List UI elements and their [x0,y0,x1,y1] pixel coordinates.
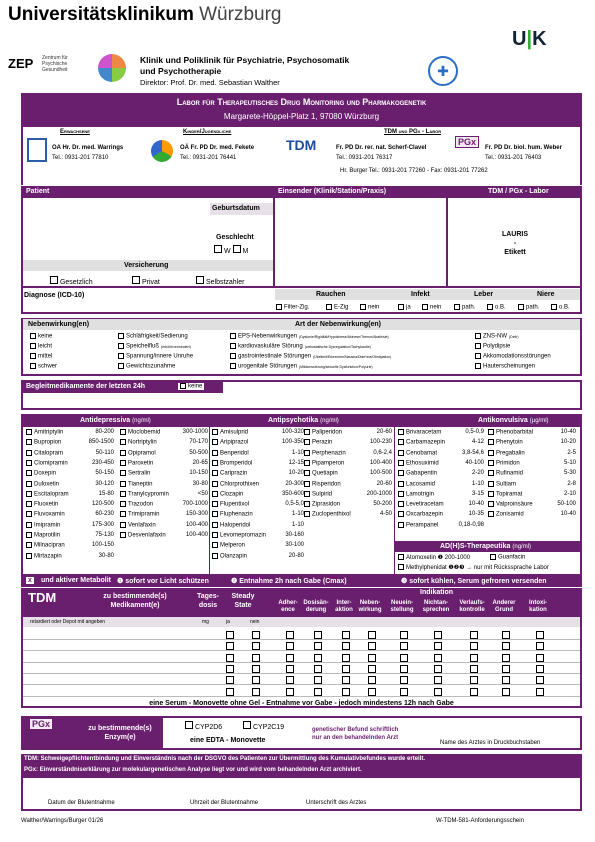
drug-gabapentin[interactable]: Gabapentin 2-20 [398,470,484,477]
contact-child-name: OÄ Fr. PD Dr. med. Fekete [180,145,255,151]
drug-valproinsäure[interactable]: Valproinsäure 50-100 [488,501,576,508]
ukw-logo: U|K [512,28,547,50]
side-effect-item[interactable]: urogenitale Störungen (Miktionsstörung/sexuelle Dysfunktion/Polyurie) [230,363,373,370]
request-checkbox[interactable] [252,676,260,684]
request-row-line [23,650,580,651]
hospital-title: Universitätsklinikum Würzburg [8,4,282,25]
request-checkbox[interactable] [502,665,510,673]
cyp2c19-checkbox[interactable]: CYP2C19 [243,721,284,731]
contact-child-head: Kinder/Jugendliche [183,129,232,135]
indication-col-head: Anderer Grund [492,600,516,613]
drug-perphenazin[interactable]: Perphenazin 0,6-2,4 [304,450,392,457]
request-checkbox[interactable] [368,642,376,650]
drug-cariprazin[interactable]: Cariprazin 10-20 [212,470,304,477]
indication-col-head: Nichtan- sprechen [422,600,450,613]
drug-cenobamat[interactable]: Cenobamat 3,8-54,6 [398,450,484,457]
request-checkbox[interactable] [342,631,350,639]
request-checkbox[interactable] [502,676,510,684]
kidney-label: Niere [537,291,555,298]
request-checkbox[interactable] [368,676,376,684]
request-checkbox[interactable] [252,665,260,673]
drug-atomoxetin[interactable]: Atomoxetin ❶ 200-1000 [398,554,470,561]
drug-bromperidol[interactable]: Bromperidol 12-15 [212,460,304,467]
request-checkbox[interactable] [286,654,294,662]
drug-phenobarbital[interactable]: Phenobarbital 10-40 [488,429,576,436]
drug-opipramol[interactable]: Opipramol 50-500 [120,450,208,457]
liver-ob[interactable]: o.B. [487,304,506,311]
contact-adult-head: Erwachsene [60,129,90,135]
drug-methylphenidat[interactable]: Methylphenidat ❶❷❸ → nur mit Rückssprache Labor [398,564,549,571]
insurance-statutory[interactable]: Gesetzlich [50,276,93,286]
infect-label: Infekt [411,291,430,298]
request-checkbox[interactable] [286,631,294,639]
drug-levomepromazin[interactable]: Levomepromazin 30-160 [212,532,304,539]
drug-mirtazapin[interactable]: Mirtazapin 30-80 [26,553,114,560]
drug-ethosuximid[interactable]: Ethosuximid 40-100 [398,460,484,467]
smoke-no[interactable]: nein [360,304,379,311]
drug-sertralin[interactable]: Sertralin 10-150 [120,470,208,477]
director: Direktor: Prof. Dr. med. Sebastian Walther [140,78,280,87]
request-checkbox[interactable] [470,642,478,650]
indication-head: Indikation [420,589,454,596]
request-checkbox[interactable] [502,688,510,696]
drug-clomipramin[interactable]: Clomipramin 230-450 [26,460,114,467]
side-effect-item[interactable]: schwer [30,363,57,370]
pgx-head: zu bestimmende(s) Enzym(e) [88,725,152,741]
request-checkbox[interactable] [226,688,234,696]
drug-pregabalin[interactable]: Pregabalin 2-5 [488,450,576,457]
sender-label: Einsender (Klinik/Station/Praxis) [278,188,387,195]
drug-citalopram[interactable]: Citalopram 50-110 [26,450,114,457]
request-checkbox[interactable] [314,654,322,662]
steady-head: Steady State [231,593,255,609]
request-checkbox[interactable] [286,665,294,673]
drug-tianeptin[interactable]: Tianeptin 30-80 [120,481,208,488]
request-checkbox[interactable] [368,665,376,673]
side-effect-item[interactable]: Polydipsie [475,343,512,350]
comed-label: Begleitmedikamente der letzten 24h [26,383,146,390]
request-checkbox[interactable] [226,665,234,673]
contact-burger: Hr. Burger Tel.: 0931-201 77260 - Fax: 0931-201 77262 [340,168,488,174]
zep-subtitle: Zentrum für Psychische Gesundheit [42,55,68,73]
kidney-ob[interactable]: o.B. [551,304,570,311]
contact-child-tel: Tel.: 0931-201 76441 [180,155,237,161]
indication-col-head: Verlaufs- kontrolle [459,600,485,613]
drug-desvenlafaxin[interactable]: Desvenlafaxin 100-400 [120,532,208,539]
drug-trazodon[interactable]: Trazodon 700-1000 [120,501,208,508]
indication-col-head: Neuein- stellung [390,600,414,613]
drug-oxcarbazepin[interactable]: Oxcarbazepin 10-35 [398,511,484,518]
contact-lab-name1: Fr. PD Dr. rer. nat. Scherf-Clavel [336,145,427,151]
request-checkbox[interactable] [536,631,544,639]
indication-col-head: Neben- wirkung [358,600,382,613]
patient-label: Patient [26,188,50,195]
clinic-name: Klinik und Poliklinik für Psychiatrie, Psychosomatik und Psychotherapie [140,55,350,76]
drug-chlorprothixen[interactable]: Chlorprothixen 20-300 [212,481,304,488]
request-row-line [23,673,580,674]
request-checkbox[interactable] [342,676,350,684]
request-checkbox[interactable] [252,654,260,662]
request-checkbox[interactable] [400,631,408,639]
request-checkbox[interactable] [342,642,350,650]
sex-options: W M [214,245,248,255]
request-checkbox[interactable] [314,665,322,673]
request-checkbox[interactable] [226,631,234,639]
indication-col-head: Adher- ence [278,600,298,613]
request-row-line [23,684,580,685]
drug-brivaracetam[interactable]: Brivaracetam 0,5-0,9 [398,429,484,436]
drug-primidon[interactable]: Primidon 5-10 [488,460,576,467]
side-effect-item[interactable]: mittel [30,353,52,360]
drug-risperidon[interactable]: Risperidon 20-60 [304,481,392,488]
request-checkbox[interactable] [536,642,544,650]
side-effect-item[interactable]: Spannung/innere Unruhe [118,353,195,360]
drug-amitriptylin[interactable]: Amitriptylin 80-200 [26,429,114,436]
drug-bupropion[interactable]: Bupropion 850-1500 [26,439,114,446]
insurance-label: Versicherung [124,262,169,269]
contact-lab-name2: Fr. PD Dr. biol. hum. Weber [485,145,562,151]
med-head: zu bestimmende(s) Medikament(e) [103,593,167,609]
ad-head: Antidepressiva (ng/ml) [80,417,151,424]
side-effect-item[interactable]: leicht [30,343,52,350]
drug-zonisamid[interactable]: Zonisamid 10-40 [488,511,576,518]
request-checkbox[interactable] [342,654,350,662]
drug-flupentixol[interactable]: Flupentixol 0,5-5,0 [212,501,304,508]
request-checkbox[interactable] [536,688,544,696]
side-effect-item[interactable]: kardiovaskuläre Störung (orthostatische Dysregulation/Tachykardie) [230,343,371,350]
request-checkbox[interactable] [434,665,442,673]
drug-levetiracetam[interactable]: Levetiracetam 10-40 [398,501,484,508]
mg-unit: mg [202,619,209,625]
blood-time-label: Uhrzeit der Blutentnahme [190,800,259,806]
signature-label: Unterschrift des Arztes [306,800,367,806]
drug-paroxetin[interactable]: Paroxetin 20-65 [120,460,208,467]
request-checkbox[interactable] [314,676,322,684]
drug-guanfacin[interactable]: Guanfacin [490,554,525,561]
request-checkbox[interactable] [368,688,376,696]
drug-fluphenazin[interactable]: Fluphenazin 1-10 [212,511,304,518]
request-checkbox[interactable] [252,688,260,696]
consent-pgx: PGx: Einverständniserklärung zur molekulargenetischen Analyse liegt vor und wird vom behandelnden Arzt archiviert. [24,767,362,773]
drug-ziprasidon[interactable]: Ziprasidon 50-200 [304,501,392,508]
adhs-head: AD(H)S-Therapeutika (ng/ml) [440,543,532,550]
request-checkbox[interactable] [400,688,408,696]
request-checkbox[interactable] [400,676,408,684]
edta-note: eine EDTA - Monovette [190,737,266,744]
request-checkbox[interactable] [226,642,234,650]
request-checkbox[interactable] [314,631,322,639]
request-checkbox[interactable] [502,631,510,639]
drug-doxepin[interactable]: Doxepin 50-150 [26,470,114,477]
drug-rufinamid[interactable]: Rufinamid 5-30 [488,470,576,477]
drug-sulpirid[interactable]: Sulpirid 200-1000 [304,491,392,498]
drug-amisulprid[interactable]: Amisulprid 100-320 [212,429,304,436]
drug-carbamazepin[interactable]: Carbamazepin 4-12 [398,439,484,446]
cyp2d6-checkbox[interactable]: CYP2D6 [185,721,222,731]
smoking-label: Rauchen [316,291,346,298]
drug-tranylcypromin[interactable]: Tranylcypromin <50 [120,491,208,498]
pgx-logo: PGx [455,136,479,148]
request-checkbox[interactable] [434,654,442,662]
smoke-filter[interactable]: Filter-Zig. [276,304,309,311]
side-effect-item[interactable]: gastrointestinale Störungen (Übelkeit/Erbrechen/Nausea/Diarrhoe/Obstipation) [230,353,391,360]
drug-venlafaxin[interactable]: Venlafaxin 100-400 [120,522,208,529]
lauris-label: LAURIS - Etikett [501,231,529,256]
drug-perampanel[interactable]: Perampanel 0,18-0,98 [398,522,484,529]
drug-clozapin[interactable]: Clozapin 350-600 [212,491,304,498]
contact-lab-head: TDM und PGx - Labor [384,129,442,135]
drug-zuclopenthixol[interactable]: Zuclopenthixol 4-50 [304,511,392,518]
side-effect-item[interactable]: Akkomodationsstörungen [475,353,553,360]
request-checkbox[interactable] [368,631,376,639]
drug-maprotilin[interactable]: Maprotilin 75-130 [26,532,114,539]
contact-lab-tel1: Tel.: 0931-201 76317 [336,155,393,161]
request-row-line [23,662,580,663]
blood-date-label: Datum der Blutentnahme [48,800,115,806]
drug-pipamperon[interactable]: Pipamperon 100-400 [304,460,392,467]
retard-note: retardiert oder Depot mit angeben [30,619,106,625]
side-effect-item[interactable]: Gewichtszunahme [118,363,177,370]
drug-imipramin[interactable]: Imipramin 175-300 [26,522,114,529]
request-footer: eine Serum - Monovette ohne Gel - Entnahme vor Gabe - jedoch mindestens 12h nach Gabe [149,700,454,707]
request-checkbox[interactable] [286,676,294,684]
drug-duloxetin[interactable]: Duloxetin 30-120 [26,481,114,488]
request-row-line [23,696,580,697]
side-effects-type: Art der Nebenwirkung(en) [295,321,381,328]
request-checkbox[interactable] [252,631,260,639]
drug-lamotrigin[interactable]: Lamotrigin 3-15 [398,491,484,498]
request-checkbox[interactable] [314,642,322,650]
request-checkbox[interactable] [502,654,510,662]
sex-label: Geschlecht [216,234,254,241]
request-checkbox[interactable] [470,688,478,696]
drug-topiramat[interactable]: Topiramat 2-10 [488,491,576,498]
drug-milnacipran[interactable]: Milnacipran 100-150 [26,542,114,549]
liver-label: Leber [474,291,494,298]
drug-paliperidon[interactable]: Paliperidon 20-60 [304,429,392,436]
request-checkbox[interactable] [470,665,478,673]
request-checkbox[interactable] [252,642,260,650]
lab-address: Margarete-Höppel-Platz 1, 97080 Würzburg [223,112,380,121]
side-effect-item[interactable]: Hauterscheinungen [475,363,537,370]
request-checkbox[interactable] [400,642,408,650]
steady-nein: nein [250,619,260,625]
request-checkbox[interactable] [470,631,478,639]
consent-tdm: TDM: Schweigepflichtentbindung und Einverständnis nach der DSGVO des Patienten zur Übermittlung des Kumulativbefundes wurde erteilt. [24,756,426,762]
drug-fluoxetin[interactable]: Fluoxetin 120-500 [26,501,114,508]
comed-none[interactable]: keine [178,383,204,390]
request-checkbox[interactable] [226,654,234,662]
request-checkbox[interactable] [470,654,478,662]
drug-nortriptylin[interactable]: Nortriptylin 70-170 [120,439,208,446]
liver-path[interactable]: path. [454,304,475,311]
request-checkbox[interactable] [502,642,510,650]
request-checkbox[interactable] [434,688,442,696]
side-effect-item[interactable]: ZNS-NW (Delir) [475,333,519,340]
lab-label: TDM / PGx - Labor [488,188,549,195]
request-checkbox[interactable] [314,688,322,696]
certification-icon: ✚ [428,56,458,86]
request-checkbox[interactable] [342,665,350,673]
request-checkbox[interactable] [536,654,544,662]
drug-moclobemid[interactable]: Moclobemid 300-1000 [120,429,208,436]
request-checkbox[interactable] [342,688,350,696]
indication-col-head: Dosisän- derung [303,600,329,613]
drug-lacosamid[interactable]: Lacosamid 1-10 [398,481,484,488]
footer-left: Walther/Warrings/Burger 01/26 [21,818,104,824]
side-effect-item[interactable]: keine [30,333,52,340]
smoke-ecig[interactable]: E-Zig [326,304,348,311]
request-checkbox[interactable] [434,631,442,639]
infect-yes[interactable]: ja [398,304,411,311]
ap-head: Antipsychotika (ng/ml) [268,417,339,424]
request-checkbox[interactable] [286,642,294,650]
tdm-logo-small: TDM [28,590,57,605]
contact-adult-tel: Tel.: 0931-201 77810 [52,155,109,161]
indication-col-head: Inter- aktion [335,600,353,613]
contact-adult-name: OA Hr. Dr. med. Warrings [52,145,124,151]
infect-no[interactable]: nein [422,304,441,311]
legend-bar: x und aktiver Metabolit ❶ sofort vor Licht schützen ❷ Entnahme 2h nach Gabe (Cmax) ❸ sofort kühlen, Serum gefroren versenden [21,576,582,587]
drug-melperon[interactable]: Melperon 30-100 [212,542,304,549]
indication-col-head: Intoxi- kation [529,600,547,613]
tdm-logo: TDM [286,137,317,153]
request-checkbox[interactable] [368,654,376,662]
pgx-logo-small: PGx [32,719,51,729]
contact-lab-tel2: Tel.: 0931-201 76403 [485,155,542,161]
drug-olanzapin[interactable]: Olanzapin 20-80 [212,553,304,560]
request-checkbox[interactable] [226,676,234,684]
request-checkbox[interactable] [400,654,408,662]
dose-head: Tages- dosis [196,593,220,609]
dob-label: Geburtsdatum [212,205,260,212]
drug-trimipramin[interactable]: Trimipramin 150-300 [120,511,208,518]
side-effects-label: Nebenwirkung(en) [28,321,90,328]
request-checkbox[interactable] [400,665,408,673]
insurance-private[interactable]: Privat [132,276,160,286]
drug-phenytoin[interactable]: Phenytoin 10-20 [488,439,576,446]
request-checkbox[interactable] [286,688,294,696]
drug-sultiam[interactable]: Sultiam 2-8 [488,481,576,488]
footer-right: W-TDM-581-Anforderungsschein [436,818,524,824]
ak-head: Antikonvulsiva (µg/ml) [478,417,549,424]
request-checkbox[interactable] [434,642,442,650]
doctor-name-label: Name des Arztes in Druckbuchstaben [440,740,541,746]
drug-escitalopram[interactable]: Escitalopram 15-80 [26,491,114,498]
request-checkbox[interactable] [470,676,478,684]
drug-perazin[interactable]: Perazin 100-230 [304,439,392,446]
side-effect-item[interactable]: EPS-Nebenwirkungen (Dystonie/Rigidität/Hypokinese/Akinese/Tremor/Akathisie) [230,333,389,340]
zep-logo: ZEP [8,56,34,71]
side-effect-item[interactable]: Speichelfluß (erhöht/vermindert) [118,343,191,350]
insurance-self[interactable]: Selbstzahler [196,276,244,286]
pgx-note: genetischer Befund schriftlich nur an den behandelnden Arzt [312,727,399,741]
steady-ja: ja [226,619,230,625]
drug-aripiprazol[interactable]: Aripiprazol 100-350 [212,439,304,446]
kidney-path[interactable]: path. [518,304,539,311]
drug-fluvoxamin[interactable]: Fluvoxamin 60-230 [26,511,114,518]
drug-quetiapin[interactable]: Quetiapin 100-500 [304,470,392,477]
request-checkbox[interactable] [536,665,544,673]
drug-haloperidol[interactable]: Haloperidol 1-10 [212,522,304,529]
lab-title: Labor für Therapeutisches Drug Monitoring und Pharmakogenetik [176,97,427,107]
drug-benperidol[interactable]: Benperidol 1-10 [212,450,304,457]
diagnosis-label: Diagnose (ICD-10) [24,292,85,299]
request-checkbox[interactable] [536,676,544,684]
side-effect-item[interactable]: Schläfrigkeit/Sedierung [118,333,190,340]
request-checkbox[interactable] [434,676,442,684]
request-row-line [23,639,580,640]
